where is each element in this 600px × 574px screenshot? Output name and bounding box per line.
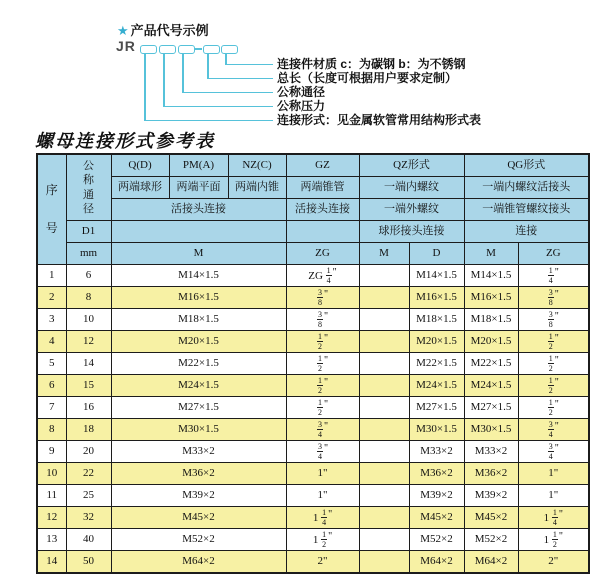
qg-connection: 连接	[464, 221, 589, 243]
table-cell: 14	[66, 353, 111, 375]
table-cell: M22×1.5	[111, 353, 286, 375]
table-row	[37, 551, 589, 574]
star-icon: ★	[117, 23, 129, 38]
table-cell: M64×2	[464, 551, 518, 574]
table-cell: M18×1.5	[111, 309, 286, 331]
table-cell: $\frac{3}{4}$ "	[286, 419, 359, 441]
code-dash	[195, 48, 202, 50]
table-cell: M14×1.5	[464, 265, 518, 287]
table-header	[37, 154, 589, 265]
table-cell: 1"	[518, 463, 589, 485]
table-cell: 11	[37, 485, 66, 507]
table-cell	[359, 463, 409, 485]
table-cell: 12	[66, 331, 111, 353]
table-cell: M33×2	[464, 441, 518, 463]
connector-line	[163, 53, 165, 107]
table-cell: 2"	[286, 551, 359, 574]
qg-desc-1: 一端内螺纹活接头	[464, 177, 589, 199]
table-body	[37, 265, 589, 574]
table-cell: 10	[66, 309, 111, 331]
label-nominal-pressure: 公称压力	[277, 99, 326, 113]
table-cell: $\frac{1}{2}$ "	[518, 353, 589, 375]
connector-line	[163, 106, 273, 108]
table-cell: 9	[37, 441, 66, 463]
table-row	[37, 485, 589, 507]
gz-desc: 两端锥管	[286, 177, 359, 199]
code-box-2	[159, 45, 176, 54]
header-row-1	[37, 154, 589, 177]
table-cell: M16×1.5	[409, 287, 464, 309]
table-cell: M33×2	[409, 441, 464, 463]
table-cell: $\frac{1}{2}$ "	[286, 331, 359, 353]
table-cell: 40	[66, 529, 111, 551]
table-cell: 1"	[286, 485, 359, 507]
table-cell: 8	[66, 287, 111, 309]
qz-connection: 球形接头连接	[359, 221, 464, 243]
table-cell: M24×1.5	[464, 375, 518, 397]
table-cell: M30×1.5	[464, 419, 518, 441]
table-row	[37, 375, 589, 397]
table-cell: 12	[37, 507, 66, 529]
connector-line	[182, 53, 184, 93]
table-cell: 6	[37, 375, 66, 397]
table-cell: 13	[37, 529, 66, 551]
label-connection-form: 连接形式：见金属软管常用结构形式表	[277, 113, 482, 127]
header-row-3	[37, 199, 589, 221]
connector-line	[207, 78, 273, 80]
nz-desc: 两端内锥	[228, 177, 286, 199]
table-cell: M45×2	[464, 507, 518, 529]
diagram-title	[117, 20, 209, 39]
m-label: M	[111, 243, 286, 265]
table-cell: M64×2	[409, 551, 464, 574]
col-header-pm: PM(A)	[169, 154, 228, 177]
table-cell: $\frac{3}{8}$ "	[518, 309, 589, 331]
table-cell: M22×1.5	[409, 353, 464, 375]
table-cell: 14	[37, 551, 66, 574]
table-cell: 2	[37, 287, 66, 309]
table-cell: $\frac{1}{2}$ "	[518, 375, 589, 397]
table-cell	[359, 265, 409, 287]
pm-desc: 两端平面	[169, 177, 228, 199]
label-material: 连接件材质 c：为碳钢 b：为不锈钢	[277, 57, 466, 71]
table-row	[37, 507, 589, 529]
col-header-seq: 序 号	[37, 154, 66, 265]
table-cell: 1 $\frac{1}{4}$ "	[518, 507, 589, 529]
table-cell	[359, 353, 409, 375]
table-cell	[359, 331, 409, 353]
label-total-length: 总长（长度可根据用户要求定制）	[277, 71, 458, 85]
table-cell: M22×1.5	[464, 353, 518, 375]
col-header-qz: QZ形式	[359, 154, 464, 177]
table-row	[37, 309, 589, 331]
product-code-diagram	[0, 0, 600, 128]
col-header-qg: QG形式	[464, 154, 589, 177]
table-cell: 7	[37, 397, 66, 419]
d1-label: D1	[66, 221, 111, 243]
table-cell: M30×1.5	[111, 419, 286, 441]
table-cell: 1"	[518, 485, 589, 507]
empty-cell	[286, 221, 359, 243]
connector-line	[144, 120, 273, 122]
table-cell: M24×1.5	[409, 375, 464, 397]
mm-label: mm	[66, 243, 111, 265]
table-cell: $\frac{1}{2}$ "	[286, 375, 359, 397]
table-cell: ZG $\frac{1}{4}$ "	[286, 265, 359, 287]
table-cell: M39×2	[409, 485, 464, 507]
table-cell	[359, 309, 409, 331]
table-cell	[359, 287, 409, 309]
table-cell: 6	[66, 265, 111, 287]
code-box-5	[221, 45, 238, 54]
table-cell: $\frac{3}{4}$ "	[286, 441, 359, 463]
diagram-title-text: 产品代号示例	[130, 23, 209, 38]
qz-m-label: M	[359, 243, 409, 265]
table-cell: M39×2	[111, 485, 286, 507]
table-cell: $\frac{3}{8}$ "	[286, 287, 359, 309]
table-row	[37, 463, 589, 485]
product-code-prefix: JR	[116, 38, 136, 54]
gz-connection: 活接头连接	[286, 199, 359, 221]
table-cell: M18×1.5	[464, 309, 518, 331]
table-cell: M64×2	[111, 551, 286, 574]
qg-desc-2: 一端锥管螺纹接头	[464, 199, 589, 221]
table-cell	[359, 507, 409, 529]
table-cell: $\frac{1}{4}$ "	[518, 265, 589, 287]
qg-zg-label: ZG	[518, 243, 589, 265]
table-row	[37, 397, 589, 419]
table-cell: 32	[66, 507, 111, 529]
table-cell: 1"	[286, 463, 359, 485]
code-box-1	[140, 45, 157, 54]
table-cell	[359, 419, 409, 441]
table-row	[37, 353, 589, 375]
nut-connection-table	[36, 153, 590, 574]
table-cell: M39×2	[464, 485, 518, 507]
col-header-gz: GZ	[286, 154, 359, 177]
table-cell: M27×1.5	[111, 397, 286, 419]
header-row-4	[37, 221, 589, 243]
table-cell: 1 $\frac{1}{2}$ "	[518, 529, 589, 551]
table-cell: 5	[37, 353, 66, 375]
table-cell: $\frac{3}{4}$ "	[518, 419, 589, 441]
table-cell: M36×2	[111, 463, 286, 485]
table-cell: 50	[66, 551, 111, 574]
table-cell: 10	[37, 463, 66, 485]
table-cell: 4	[37, 331, 66, 353]
table-cell: $\frac{3}{8}$ "	[286, 309, 359, 331]
table-cell: 1 $\frac{1}{2}$ "	[286, 529, 359, 551]
table-cell: $\frac{3}{8}$ "	[518, 287, 589, 309]
table-cell: M14×1.5	[111, 265, 286, 287]
table-cell: M14×1.5	[409, 265, 464, 287]
header-row-2	[37, 177, 589, 199]
connector-line	[225, 64, 273, 66]
zg-label: ZG	[286, 243, 359, 265]
col-header-diameter: 公 称 通 径	[66, 154, 111, 221]
table-cell: M52×2	[111, 529, 286, 551]
q-desc: 两端球形	[111, 177, 169, 199]
table-cell: $\frac{3}{4}$ "	[518, 441, 589, 463]
table-cell: 18	[66, 419, 111, 441]
table-row	[37, 331, 589, 353]
table-cell: 22	[66, 463, 111, 485]
code-box-4	[203, 45, 220, 54]
table-cell: M24×1.5	[111, 375, 286, 397]
table-cell	[359, 397, 409, 419]
table-cell: M27×1.5	[409, 397, 464, 419]
table-cell: 15	[66, 375, 111, 397]
table-cell: M36×2	[464, 463, 518, 485]
label-nominal-diameter: 公称通径	[277, 85, 326, 99]
table-row	[37, 419, 589, 441]
qg-m-label: M	[464, 243, 518, 265]
table-cell: $\frac{1}{2}$ "	[286, 353, 359, 375]
empty-cell	[111, 221, 286, 243]
table-cell	[359, 529, 409, 551]
code-box-3	[178, 45, 195, 54]
table-row	[37, 287, 589, 309]
table-cell: M20×1.5	[111, 331, 286, 353]
table-cell: M20×1.5	[409, 331, 464, 353]
connector-line	[144, 53, 146, 121]
table-cell: 1	[37, 265, 66, 287]
table-cell: M33×2	[111, 441, 286, 463]
table-cell: M52×2	[464, 529, 518, 551]
connector-line	[207, 53, 209, 79]
table-cell: 20	[66, 441, 111, 463]
table-cell: M45×2	[111, 507, 286, 529]
table-row	[37, 441, 589, 463]
col-header-nz: NZ(C)	[228, 154, 286, 177]
table-title: 螺母连接形式参考表	[35, 131, 215, 152]
table-cell: $\frac{1}{2}$ "	[518, 397, 589, 419]
table-cell: 1 $\frac{1}{4}$ "	[286, 507, 359, 529]
qz-desc-1: 一端内螺纹	[359, 177, 464, 199]
table-cell	[359, 551, 409, 574]
table-cell: M27×1.5	[464, 397, 518, 419]
table-row	[37, 265, 589, 287]
table-cell: M52×2	[409, 529, 464, 551]
table-cell: 25	[66, 485, 111, 507]
table-cell: 16	[66, 397, 111, 419]
table-cell: M16×1.5	[464, 287, 518, 309]
table-cell	[359, 375, 409, 397]
table-cell: 8	[37, 419, 66, 441]
table-row	[37, 529, 589, 551]
table-cell: M20×1.5	[464, 331, 518, 353]
table-cell	[359, 485, 409, 507]
table-cell: M30×1.5	[409, 419, 464, 441]
table-cell: $\frac{1}{2}$ "	[286, 397, 359, 419]
qz-desc-2: 一端外螺纹	[359, 199, 464, 221]
table-cell: M36×2	[409, 463, 464, 485]
table-cell: 3	[37, 309, 66, 331]
col-header-q: Q(D)	[111, 154, 169, 177]
table-cell: M16×1.5	[111, 287, 286, 309]
table-cell: $\frac{1}{2}$ "	[518, 331, 589, 353]
table-cell: 2"	[518, 551, 589, 574]
union-connection: 活接头连接	[111, 199, 286, 221]
table-cell	[359, 441, 409, 463]
header-row-5	[37, 243, 589, 265]
table-cell: M18×1.5	[409, 309, 464, 331]
connector-line	[182, 92, 273, 94]
table-cell: M45×2	[409, 507, 464, 529]
qz-d-label: D	[409, 243, 464, 265]
